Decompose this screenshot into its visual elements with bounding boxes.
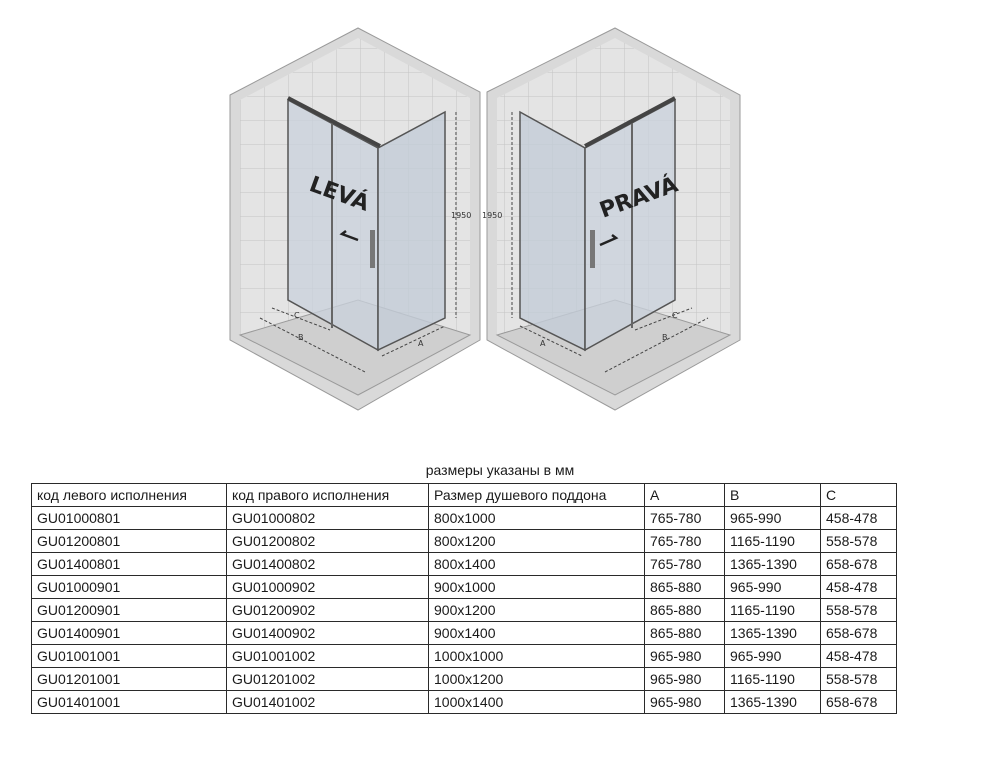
cell-c: 458-478: [821, 507, 897, 530]
cell-c: 658-678: [821, 553, 897, 576]
table-row: [32, 576, 897, 599]
cell-c: 658-678: [821, 622, 897, 645]
cell-a: 965-980: [645, 645, 725, 668]
cell-tray-size: 1000x1200: [429, 668, 645, 691]
left-side-label: LEVÁ: [305, 172, 373, 217]
table-header-row: [32, 484, 897, 507]
cell-tray-size: 900x1400: [429, 622, 645, 645]
cell-left-code: GU01001001: [32, 645, 227, 668]
table-row: [32, 599, 897, 622]
right-dim-a-label: A: [540, 339, 546, 348]
right-dim-b-label: B: [662, 333, 668, 342]
header-b: B: [725, 484, 821, 507]
cell-c: 458-478: [821, 576, 897, 599]
cell-left-code: GU01400801: [32, 553, 227, 576]
cell-b: 965-990: [725, 507, 821, 530]
cell-b: 1165-1190: [725, 599, 821, 622]
left-height-label: 1950: [451, 211, 472, 220]
table-row: [32, 668, 897, 691]
cell-right-code: GU01000902: [227, 576, 429, 599]
cell-b: 965-990: [725, 645, 821, 668]
cell-b: 1365-1390: [725, 691, 821, 714]
cell-c: 658-678: [821, 691, 897, 714]
cell-left-code: GU01201001: [32, 668, 227, 691]
cell-a: 765-780: [645, 507, 725, 530]
sizes-table: [31, 483, 897, 714]
cell-a: 965-980: [645, 691, 725, 714]
cell-left-code: GU01400901: [32, 622, 227, 645]
cell-left-code: GU01200901: [32, 599, 227, 622]
cell-right-code: GU01201002: [227, 668, 429, 691]
left-dim-a-label: A: [418, 339, 424, 348]
cell-a: 765-780: [645, 530, 725, 553]
header-left-code: код левого исполнения: [32, 484, 227, 507]
cell-right-code: GU01001002: [227, 645, 429, 668]
table-row: [32, 691, 897, 714]
cell-b: 1165-1190: [725, 530, 821, 553]
header-a: A: [645, 484, 725, 507]
table-row: [32, 530, 897, 553]
cell-a: 865-880: [645, 576, 725, 599]
cell-tray-size: 900x1000: [429, 576, 645, 599]
cell-right-code: GU01200902: [227, 599, 429, 622]
cell-b: 1365-1390: [725, 553, 821, 576]
cell-tray-size: 1000x1000: [429, 645, 645, 668]
table-row: [32, 622, 897, 645]
cell-left-code: GU01401001: [32, 691, 227, 714]
cell-left-code: GU01000901: [32, 576, 227, 599]
cell-right-code: GU01400902: [227, 622, 429, 645]
cell-c: 458-478: [821, 645, 897, 668]
left-dim-b-label: B: [298, 333, 304, 342]
cell-b: 1365-1390: [725, 622, 821, 645]
cell-a: 965-980: [645, 668, 725, 691]
cell-tray-size: 800x1200: [429, 530, 645, 553]
units-caption: размеры указаны в мм: [425, 462, 575, 478]
right-dim-c-label: C: [672, 311, 678, 320]
cell-b: 965-990: [725, 576, 821, 599]
cell-b: 1165-1190: [725, 668, 821, 691]
table-row: [32, 507, 897, 530]
right-enclosure-figure: [482, 28, 740, 410]
cell-tray-size: 800x1400: [429, 553, 645, 576]
cell-tray-size: 900x1200: [429, 599, 645, 622]
cell-tray-size: 1000x1400: [429, 691, 645, 714]
cell-a: 865-880: [645, 599, 725, 622]
cell-a: 865-880: [645, 622, 725, 645]
cell-right-code: GU01200802: [227, 530, 429, 553]
cell-right-code: GU01400802: [227, 553, 429, 576]
left-enclosure-figure: [230, 28, 480, 410]
cell-right-code: GU01401002: [227, 691, 429, 714]
cell-left-code: GU01000801: [32, 507, 227, 530]
cell-left-code: GU01200801: [32, 530, 227, 553]
left-dim-c-label: C: [294, 311, 300, 320]
right-height-label: 1950: [482, 211, 503, 220]
cell-c: 558-578: [821, 530, 897, 553]
table-row: [32, 553, 897, 576]
header-tray-size: Размер душевого поддона: [429, 484, 645, 507]
cell-right-code: GU01000802: [227, 507, 429, 530]
right-side-label: PRAVÁ: [596, 172, 682, 224]
table-row: [32, 645, 897, 668]
cell-c: 558-578: [821, 599, 897, 622]
cell-a: 765-780: [645, 553, 725, 576]
header-right-code: код правого исполнения: [227, 484, 429, 507]
cell-tray-size: 800x1000: [429, 507, 645, 530]
header-c: C: [821, 484, 897, 507]
cell-c: 558-578: [821, 668, 897, 691]
